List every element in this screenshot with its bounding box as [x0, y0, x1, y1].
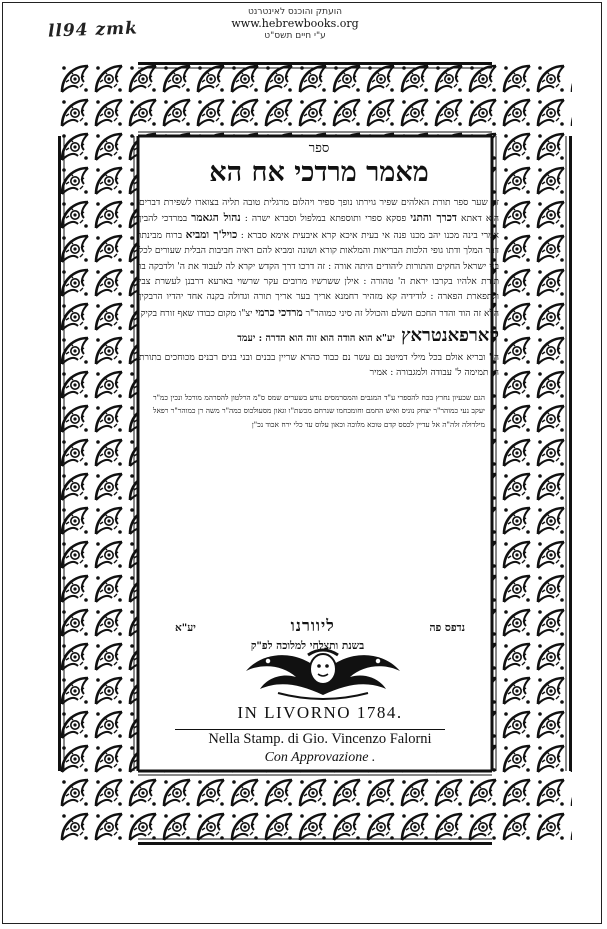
description-text: זה שער ספר תורת האלהים שפיר גוירתו נופך ספיר ויהלום מרגלית טובה תליה בצוארו לשפירת דברים היא דאתא [139, 198, 499, 225]
city-hebrew: ליוורנו [290, 616, 335, 635]
description-text: יצ"ו מקום כבודו שאף זורח בקיק [140, 308, 256, 319]
printing-line [175, 616, 465, 636]
imprint-rule [175, 729, 445, 730]
approbation-text: הגם שכעיון נחרץ בכח להספרי ע"ד המגבים והמסרמסים נודע בשערים שמס ס"מ הרלטון להסרהמ מורכל ונכין כמ"ר יעקב נעי כמוהר"ר יצחק נוניס ואיש החמם וחומכחמו שנרחם מכשת"ו וגאון מסעולכוס כמה"ר משה רן כמוהר"ר רפאל מילדולה זלה"ה אל עדיין לכסס קדם טוכא מלוכה וכאון עלוס עד כלי ירח אכוד נכ"ן [153, 393, 485, 429]
handwritten-mark: ll94 zmk [47, 18, 139, 42]
city-suffix: יע"א [175, 622, 196, 634]
description-paragraph [139, 196, 499, 322]
closing-text: הי' ובריא אולם בכל מילי דמיטב נם עשר נם כבוד כהרא שריין בבנים ובני בנים רבנים מכוחכים בתורת ה' תמימה ל' עבודה ולמגבורה : אמיר [139, 353, 499, 379]
watermark-stamp [220, 6, 370, 42]
printer-vignette-ornament [238, 643, 408, 703]
latin-imprint-title: IN LIVORNO 1784. [237, 703, 403, 722]
description-highlight: כויל'ך ומביא [185, 228, 238, 241]
hebrew-year: בשנת ותצלחי למלוכה לפ"ק [250, 640, 365, 652]
watermark-line-1: הועתק והוכנס לאינטרנט [247, 7, 343, 17]
latin-approval: Con Approvazione . [264, 750, 376, 765]
place-name: קארפאנטראץ [401, 325, 499, 347]
printing-prefix: נדפס פה [429, 622, 465, 634]
watermark-url[interactable]: www.hebrewbooks.org [231, 17, 359, 30]
description-text: פסקא ספרי ותוספתא במלפול וסברא ישרה : [240, 214, 411, 225]
description-text: במרדכי להבין אמרי בינה מכנו יהב מכנו פנה אי בעית איכא קרא איבעית אימא סברא : [139, 214, 499, 241]
main-title: מאמר מרדכי אח הא [209, 157, 429, 188]
watermark-line-3: ע"י חיים תשס"ט [264, 31, 326, 41]
description-highlight: נהול הגאמר [191, 212, 241, 225]
place-line [139, 325, 499, 350]
description-text: ברוח מבינתו דבר המלך ודתו גופי הלכות הבריאות והמלאות קורא ושונה ומביא להם ראיה חביבות הבלית שעורים לכל בני ישראל החקים והתורות ליהודים היתה אורה : זה דרכו דרך הקדש יקרא לה לעבוד את ה' ולדבקה בו תורת אלהיו בקרבו יראת ה' טהורה : אילן ששרשיו מרובים עקר שרשוי בארעא דרבנן לעשרת צבי ולתפארת הפארה : לודידיה קא מזהיר רחמנא אריך בער אריך תורה וגדולה בקנה אחד יהדיו הרבקין הלא זה הוד והדר החכם השלם והכולל זה סיני כמוהר"ר [139, 230, 499, 319]
description-highlight: דכרך והתני [410, 212, 457, 225]
place-suffix: יע"א הוא הודה הוא זוה הוא הדרה : יעמד [237, 333, 395, 345]
author-name: מרדכי כרמי [255, 306, 303, 319]
word-sefer: ספר [308, 141, 330, 156]
latin-printer-line: Nella Stamp. di Gio. Vincenzo Falorni [208, 731, 432, 747]
